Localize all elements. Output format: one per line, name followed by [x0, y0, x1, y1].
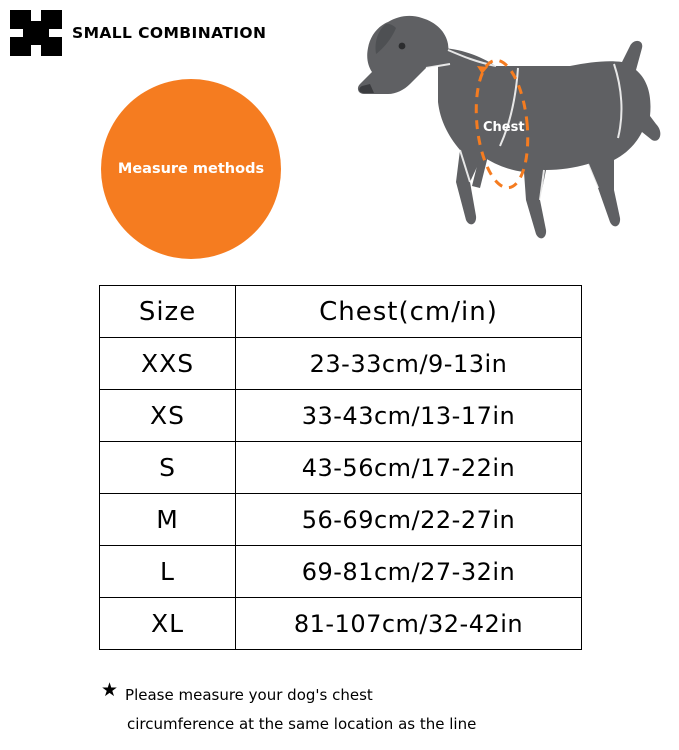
cell-chest: 23-33cm/9-13in	[236, 338, 582, 390]
table-row	[100, 546, 582, 598]
cell-size: XS	[100, 390, 236, 442]
cell-chest: 81-107cm/32-42in	[236, 598, 582, 650]
table-row	[100, 442, 582, 494]
cell-chest: 33-43cm/13-17in	[236, 390, 582, 442]
cell-chest: 56-69cm/22-27in	[236, 494, 582, 546]
dog-illustration	[330, 4, 675, 266]
table-row	[100, 598, 582, 650]
cell-size: S	[100, 442, 236, 494]
measure-methods-label: Measure methods	[117, 161, 265, 177]
size-table	[99, 285, 582, 650]
table-row	[100, 494, 582, 546]
table-header-row	[100, 286, 582, 338]
brand-name: SMALL COMBINATION	[72, 24, 267, 42]
measure-methods-badge	[101, 79, 281, 259]
cell-chest: 69-81cm/27-32in	[236, 546, 582, 598]
chest-measure-guide	[330, 4, 675, 266]
four-squares-logo-icon	[10, 10, 62, 56]
star-icon: ★	[101, 679, 119, 701]
cell-size: M	[100, 494, 236, 546]
cell-size: XXS	[100, 338, 236, 390]
footnote	[101, 681, 601, 739]
footnote-line-1: Please measure your dog's chest	[125, 686, 373, 704]
cell-size: L	[100, 546, 236, 598]
brand-header	[10, 10, 266, 56]
table-row	[100, 390, 582, 442]
footnote-line-2: circumference at the same location as the line	[127, 715, 477, 733]
cell-size: XL	[100, 598, 236, 650]
cell-chest: 43-56cm/17-22in	[236, 442, 582, 494]
column-header-size: Size	[100, 286, 236, 338]
column-header-chest: Chest(cm/in)	[236, 286, 582, 338]
chest-label: Chest	[483, 120, 525, 135]
table-row	[100, 338, 582, 390]
